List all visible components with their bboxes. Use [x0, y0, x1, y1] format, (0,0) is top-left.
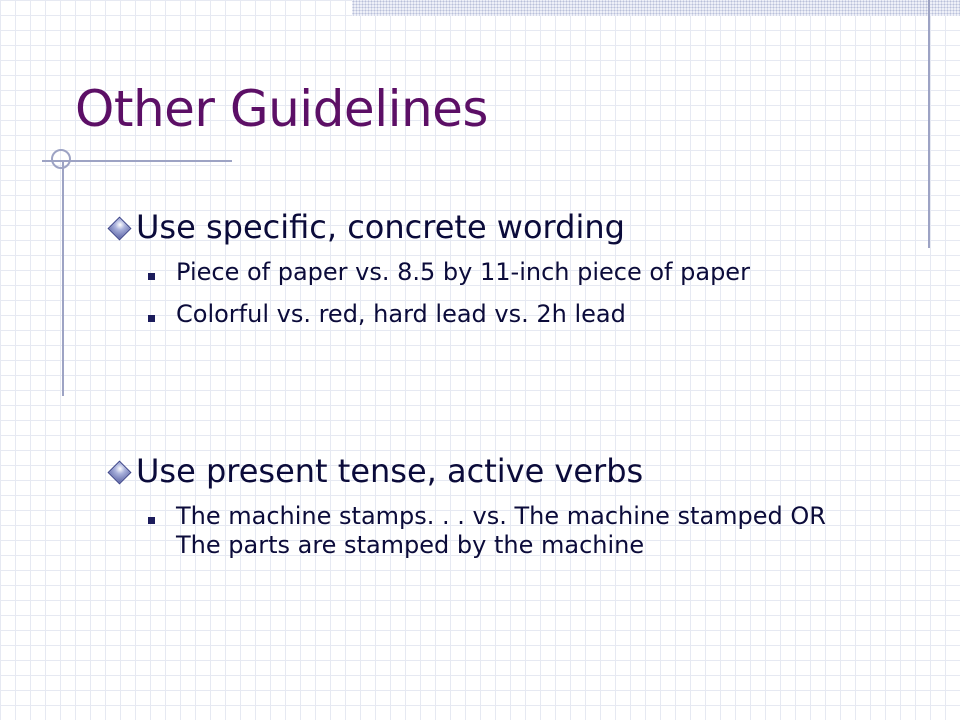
- bullet-point-present-tense: [106, 452, 906, 573]
- decorative-right-line: [928, 0, 930, 248]
- subpoint-list: [106, 502, 906, 560]
- bullet-heading: [106, 452, 906, 490]
- bullet-point-specific-wording: [106, 208, 906, 342]
- subpoint-text: Colorful vs. red, hard lead vs. 2h lead: [176, 300, 626, 329]
- square-bullet-icon: [148, 517, 155, 524]
- subpoint-text: Piece of paper vs. 8.5 by 11-inch piece of paper: [176, 258, 750, 287]
- diamond-bullet-icon: [107, 460, 131, 484]
- slide-title: Other Guidelines: [75, 80, 488, 138]
- subpoint: [106, 258, 856, 287]
- bullet-heading-text: Use specific, concrete wording: [136, 208, 625, 246]
- diamond-bullet-icon: [107, 216, 131, 240]
- decorative-left-line: [62, 160, 64, 396]
- bullet-heading: [106, 208, 906, 246]
- decorative-top-stripe: [352, 0, 960, 16]
- bullet-heading-text: Use present tense, active verbs: [136, 452, 644, 490]
- square-bullet-icon: [148, 315, 155, 322]
- decorative-ring-icon: [51, 149, 71, 169]
- square-bullet-icon: [148, 273, 155, 280]
- subpoint-list: [106, 258, 906, 329]
- subpoint-text: The machine stamps. . . vs. The machine stamped OR The parts are stamped by the machine: [176, 502, 826, 560]
- subpoint: [106, 300, 856, 329]
- subpoint: [106, 502, 856, 560]
